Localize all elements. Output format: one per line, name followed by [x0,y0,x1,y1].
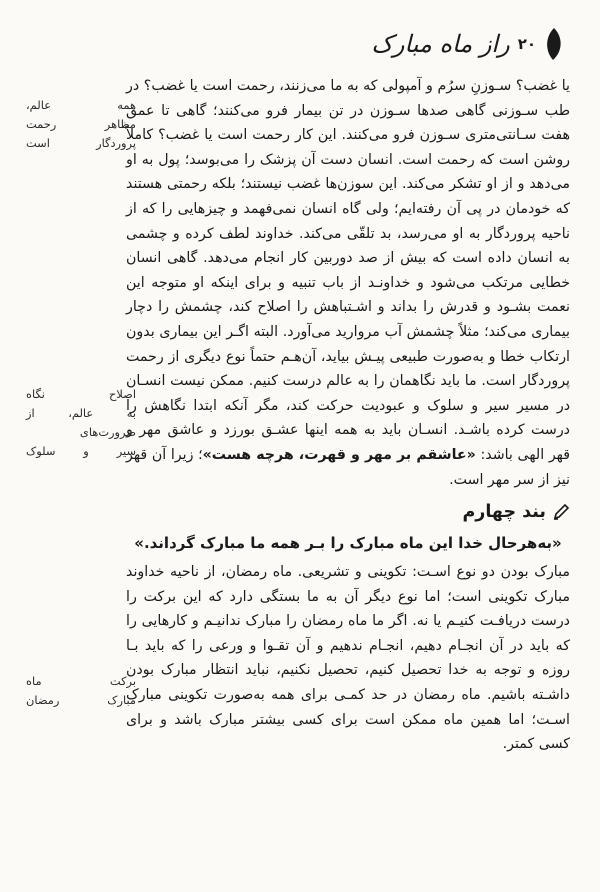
book-logo: راز ماه مبارک [371,30,510,58]
text-line: به او می‌رسد، بد تلقّی می‌کند. خداوند لطف کرده و چشمی به انسان داده است [126,225,570,267]
poem-quote: «عاشقم بر مهر و قهرت، هرچه هست» [202,446,476,463]
text-line: دریافـت کنیـم یا نه. اگر ما ماه رمضان را مبارک ندانیـم و کارهایی را که باید در [126,613,570,654]
note-line: همه عالم، [26,98,136,112]
text-line: سـانتی‌متری سـوزن فرو می‌کنند. این کار رحمت است یا غضب؟ کاملاً روشن [126,127,571,168]
text-line: پیـش بیاید، آن‌هـم حتماً نوع دیگری از رحمت پروردگار است. ما باید نگاهمان [126,348,570,390]
leaf-icon [544,27,564,61]
text-line: مروارید می‌آورد. البته اگـر این بیماری بدون ارتکاب خطا و به‌صورت طبیعی [126,323,570,365]
page-header [371,22,564,66]
text-line: ؛ زیرا آن قهر نیز از سر مهر است. [126,446,570,488]
note-line: پروردگار است [26,136,136,150]
paragraph-2 [126,560,570,757]
paragraph-1 [126,74,570,492]
note-line: سیر و سلوک [26,444,136,458]
text-line: در پی آن رفته‌ایم؛ ولی گاه انسان نمی‌فهمد و چیزهایی را که از ناحیه پروردگار [126,200,570,242]
page-number: ۲۰ [517,35,536,53]
section-title: بند چهارم [462,501,546,522]
section-quote: «به‌هرحال خدا این ماه مبارک را بـر همه ما مبارک گرداند.» [134,534,562,553]
text-line: که بیش از صد دوربین کار انجام می‌دهد. گاهی انسان خطایی مرتکب می‌شود [126,250,570,291]
text-line: یا غضب؟ سـوزنِ سرُم و آمپولی که به ما می‌زنند، رحمت است یا غضب؟ در [126,78,570,94]
text-line: آن انجـام دهیم، انجـام ندهیم و آن تقـوا و ورعی را که باید بـا روزه و توجه به [126,637,571,679]
margin-note-2 [26,385,136,461]
text-line: رمضان در حد کمـی برای همه به‌صورت تکوینی مبارک اسـت؛ اما همین ماه [126,687,570,728]
text-line: ممکن است برای کسی بیشتر مبارک باشد و برای کسی کمتر. [126,711,570,753]
text-line: حرکت کند، مگر آنکه ابتدا نگاهش را درست کرده باشـد. انسـان باید به همه [126,397,570,439]
text-line: مبارک تکوینی است؛ اما نوع دیگر آن به ما بستگی دارد که این برکت را درست [126,588,570,630]
note-line: مظاهر رحمت [26,117,136,131]
margin-note-3 [26,672,136,710]
text-line: را به عالم درست کنیم. ممکن نیست انسـان در مسیر سیر و سلوک و عبودیت [126,373,571,414]
text-line: است که رحمت است. انسان دست آن پزشک را می‌بوسد؛ پول به او می‌دهد و [126,151,570,193]
margin-note-1 [26,96,136,153]
text-line: از او تشکر می‌کند. این سوزن‌ها غضب نیستند؛ بلکه رحمتی هستند که خودمان [126,176,570,217]
section-heading [126,498,570,526]
text-line: خدا تحصیل کنیم، تحصیل نکنیم، نباید انتظار مبارک بودن داشـته باشیم. ماه [126,662,570,704]
text-line: اینها عشـق بورزد و عاشق مهر و قهر الهی باشد: [126,422,571,463]
text-line: مبارک بودن دو نوع اسـت: تکوینی و تشریعی. ماه رمضان، از ناحیه خداوند [126,564,570,581]
note-line: مبارک رمضان [26,693,136,707]
note-line: اصلاح نگاه [26,387,136,401]
note-line: به عالم، از [26,406,136,420]
text-line: طب سـوزنی گاهی صدها سـوزن در تن بیمار فرو می‌کنند؛ گاهی تا عمق هفت [126,102,570,144]
note-line: ضرورت‌های [79,425,136,439]
note-line: برکت ماه [26,674,136,688]
text-line: و اشـتباهش را اصلاح کند، چشمش را دچار بیماری می‌کند؛ مثلاً چشمش آب [126,299,571,340]
pencil-icon [552,503,570,521]
main-text [126,74,570,757]
text-line: و خداونـد از باب تنبیه و برای اینکه او متوجه این نعمت بشـود و قدرش را بداند [126,274,570,316]
